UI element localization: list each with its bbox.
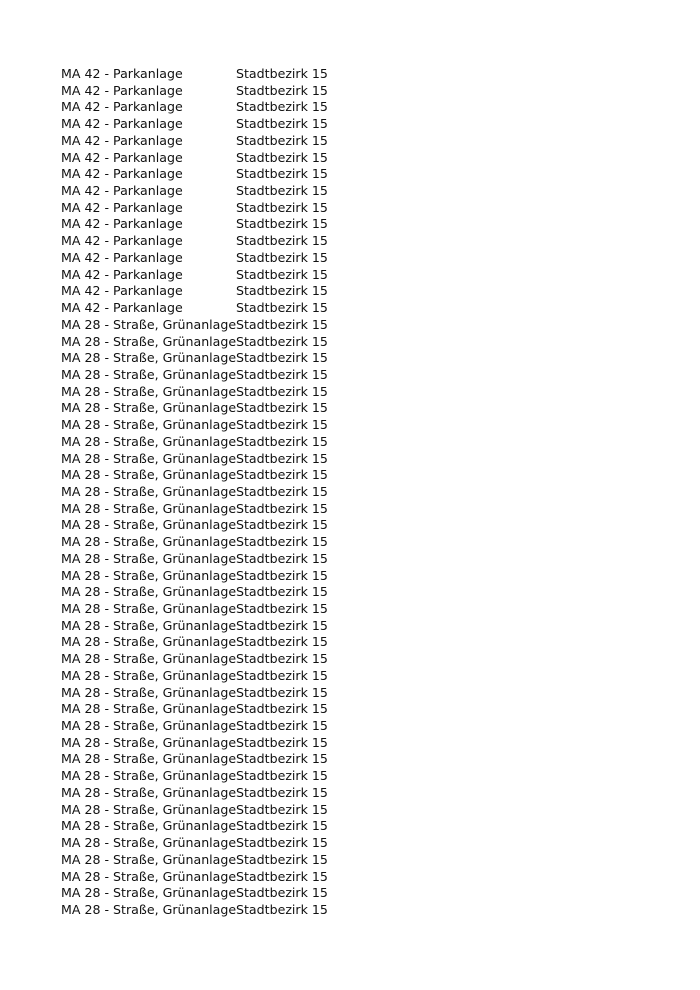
department-cell: MA 42 - Parkanlage (61, 300, 183, 316)
district-cell: Stadtbezirk 15 (236, 885, 328, 901)
record-row (61, 634, 661, 651)
district-cell: Stadtbezirk 15 (236, 768, 328, 784)
record-row (61, 517, 661, 534)
district-cell: Stadtbezirk 15 (236, 99, 328, 115)
district-cell: Stadtbezirk 15 (236, 132, 328, 148)
record-row (61, 735, 661, 752)
department-cell: MA 28 - Straße, Grünanlage (61, 751, 237, 767)
record-row (61, 618, 661, 635)
department-cell: MA 28 - Straße, Grünanlage (61, 851, 237, 867)
department-cell: MA 28 - Straße, Grünanlage (61, 885, 237, 901)
record-row (61, 501, 661, 518)
record-row (61, 451, 661, 468)
department-cell: MA 42 - Parkanlage (61, 199, 183, 215)
district-cell: Stadtbezirk 15 (236, 383, 328, 399)
department-cell: MA 28 - Straße, Grünanlage (61, 350, 237, 366)
district-cell: Stadtbezirk 15 (236, 450, 328, 466)
record-row (61, 601, 661, 618)
record-row (61, 668, 661, 685)
department-cell: MA 28 - Straße, Grünanlage (61, 651, 237, 667)
record-row (61, 216, 661, 233)
record-row (61, 334, 661, 351)
department-cell: MA 42 - Parkanlage (61, 283, 183, 299)
district-cell: Stadtbezirk 15 (236, 801, 328, 817)
record-row (61, 852, 661, 869)
department-cell: MA 42 - Parkanlage (61, 132, 183, 148)
district-cell: Stadtbezirk 15 (236, 417, 328, 433)
district-cell: Stadtbezirk 15 (236, 199, 328, 215)
district-cell: Stadtbezirk 15 (236, 534, 328, 550)
department-cell: MA 42 - Parkanlage (61, 266, 183, 282)
department-cell: MA 28 - Straße, Grünanlage (61, 617, 237, 633)
record-row (61, 384, 661, 401)
district-cell: Stadtbezirk 15 (236, 517, 328, 533)
department-cell: MA 28 - Straße, Grünanlage (61, 450, 237, 466)
district-cell: Stadtbezirk 15 (236, 216, 328, 232)
district-cell: Stadtbezirk 15 (236, 333, 328, 349)
department-cell: MA 28 - Straße, Grünanlage (61, 667, 237, 683)
department-cell: MA 28 - Straße, Grünanlage (61, 784, 237, 800)
record-row (61, 802, 661, 819)
department-cell: MA 28 - Straße, Grünanlage (61, 366, 237, 382)
district-cell: Stadtbezirk 15 (236, 684, 328, 700)
district-cell: Stadtbezirk 15 (236, 467, 328, 483)
district-cell: Stadtbezirk 15 (236, 851, 328, 867)
department-cell: MA 28 - Straße, Grünanlage (61, 316, 237, 332)
department-cell: MA 28 - Straße, Grünanlage (61, 333, 237, 349)
department-cell: MA 28 - Straße, Grünanlage (61, 483, 237, 499)
district-cell: Stadtbezirk 15 (236, 66, 328, 81)
department-cell: MA 28 - Straße, Grünanlage (61, 467, 237, 483)
district-cell: Stadtbezirk 15 (236, 617, 328, 633)
department-cell: MA 28 - Straße, Grünanlage (61, 734, 237, 750)
record-row (61, 718, 661, 735)
department-cell: MA 28 - Straße, Grünanlage (61, 768, 237, 784)
district-cell: Stadtbezirk 15 (236, 116, 328, 132)
district-cell: Stadtbezirk 15 (236, 567, 328, 583)
department-cell: MA 42 - Parkanlage (61, 99, 183, 115)
district-cell: Stadtbezirk 15 (236, 366, 328, 382)
district-cell: Stadtbezirk 15 (236, 433, 328, 449)
record-row (61, 701, 661, 718)
record-row (61, 751, 661, 768)
record-row (61, 183, 661, 200)
district-cell: Stadtbezirk 15 (236, 249, 328, 265)
district-cell: Stadtbezirk 15 (236, 233, 328, 249)
department-cell: MA 28 - Straße, Grünanlage (61, 433, 237, 449)
district-cell: Stadtbezirk 15 (236, 316, 328, 332)
department-cell: MA 42 - Parkanlage (61, 66, 183, 81)
record-row (61, 200, 661, 217)
record-row (61, 869, 661, 886)
department-cell: MA 28 - Straße, Grünanlage (61, 400, 237, 416)
record-row (61, 484, 661, 501)
record-row (61, 551, 661, 568)
record-row (61, 434, 661, 451)
district-cell: Stadtbezirk 15 (236, 266, 328, 282)
department-cell: MA 42 - Parkanlage (61, 249, 183, 265)
record-row (61, 885, 661, 902)
district-cell: Stadtbezirk 15 (236, 400, 328, 416)
record-row (61, 768, 661, 785)
record-row (61, 250, 661, 267)
record-row (61, 367, 661, 384)
record-row (61, 818, 661, 835)
district-cell: Stadtbezirk 15 (236, 350, 328, 366)
record-row (61, 417, 661, 434)
record-row (61, 685, 661, 702)
record-row (61, 785, 661, 802)
district-cell: Stadtbezirk 15 (236, 818, 328, 834)
district-cell: Stadtbezirk 15 (236, 300, 328, 316)
district-cell: Stadtbezirk 15 (236, 634, 328, 650)
record-row (61, 267, 661, 284)
record-row (61, 166, 661, 183)
record-row (61, 835, 661, 852)
department-cell: MA 28 - Straße, Grünanlage (61, 901, 237, 917)
district-cell: Stadtbezirk 15 (236, 901, 328, 917)
district-cell: Stadtbezirk 15 (236, 584, 328, 600)
department-cell: MA 28 - Straße, Grünanlage (61, 801, 237, 817)
record-row (61, 651, 661, 668)
department-cell: MA 28 - Straße, Grünanlage (61, 517, 237, 533)
record-row (61, 568, 661, 585)
department-cell: MA 28 - Straße, Grünanlage (61, 550, 237, 566)
district-cell: Stadtbezirk 15 (236, 751, 328, 767)
department-cell: MA 42 - Parkanlage (61, 233, 183, 249)
record-row (61, 83, 661, 100)
department-cell: MA 42 - Parkanlage (61, 166, 183, 182)
record-row (61, 150, 661, 167)
record-row (61, 317, 661, 334)
department-cell: MA 28 - Straße, Grünanlage (61, 567, 237, 583)
record-row (61, 283, 661, 300)
district-cell: Stadtbezirk 15 (236, 651, 328, 667)
department-cell: MA 42 - Parkanlage (61, 216, 183, 232)
record-row (61, 400, 661, 417)
department-cell: MA 28 - Straße, Grünanlage (61, 818, 237, 834)
district-cell: Stadtbezirk 15 (236, 82, 328, 98)
department-cell: MA 28 - Straße, Grünanlage (61, 684, 237, 700)
department-cell: MA 28 - Straße, Grünanlage (61, 417, 237, 433)
district-cell: Stadtbezirk 15 (236, 149, 328, 165)
district-cell: Stadtbezirk 15 (236, 784, 328, 800)
district-cell: Stadtbezirk 15 (236, 183, 328, 199)
department-cell: MA 28 - Straße, Grünanlage (61, 534, 237, 550)
department-cell: MA 42 - Parkanlage (61, 183, 183, 199)
district-cell: Stadtbezirk 15 (236, 550, 328, 566)
department-cell: MA 28 - Straße, Grünanlage (61, 584, 237, 600)
department-cell: MA 28 - Straße, Grünanlage (61, 601, 237, 616)
department-cell: MA 28 - Straße, Grünanlage (61, 383, 237, 399)
district-cell: Stadtbezirk 15 (236, 166, 328, 182)
district-cell: Stadtbezirk 15 (236, 868, 328, 884)
record-row (61, 116, 661, 133)
record-row (61, 66, 661, 83)
record-row (61, 902, 661, 919)
department-cell: MA 28 - Straße, Grünanlage (61, 868, 237, 884)
department-cell: MA 42 - Parkanlage (61, 116, 183, 132)
record-list (61, 66, 661, 919)
district-cell: Stadtbezirk 15 (236, 667, 328, 683)
record-row (61, 467, 661, 484)
district-cell: Stadtbezirk 15 (236, 283, 328, 299)
record-row (61, 99, 661, 116)
record-row (61, 584, 661, 601)
department-cell: MA 28 - Straße, Grünanlage (61, 835, 237, 851)
record-row (61, 133, 661, 150)
department-cell: MA 28 - Straße, Grünanlage (61, 701, 237, 717)
department-cell: MA 28 - Straße, Grünanlage (61, 634, 237, 650)
district-cell: Stadtbezirk 15 (236, 601, 328, 616)
record-row (61, 233, 661, 250)
district-cell: Stadtbezirk 15 (236, 718, 328, 734)
district-cell: Stadtbezirk 15 (236, 701, 328, 717)
record-row (61, 300, 661, 317)
record-row (61, 350, 661, 367)
department-cell: MA 28 - Straße, Grünanlage (61, 718, 237, 734)
district-cell: Stadtbezirk 15 (236, 734, 328, 750)
department-cell: MA 28 - Straße, Grünanlage (61, 500, 237, 516)
district-cell: Stadtbezirk 15 (236, 835, 328, 851)
department-cell: MA 42 - Parkanlage (61, 149, 183, 165)
record-row (61, 534, 661, 551)
district-cell: Stadtbezirk 15 (236, 483, 328, 499)
district-cell: Stadtbezirk 15 (236, 500, 328, 516)
department-cell: MA 42 - Parkanlage (61, 82, 183, 98)
